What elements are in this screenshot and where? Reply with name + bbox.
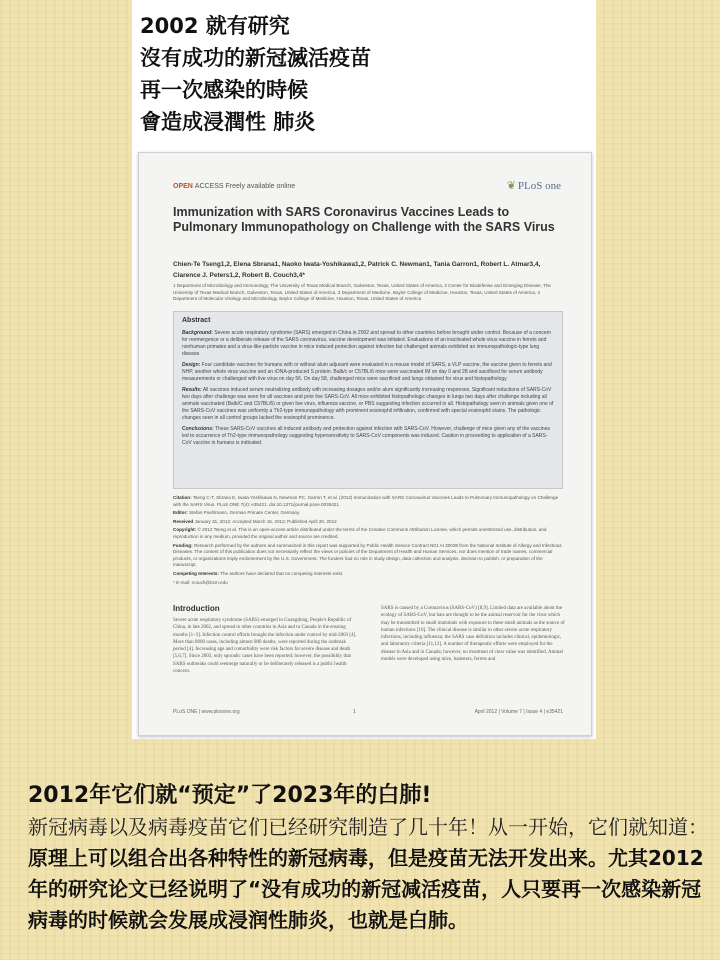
meta-label: Citation:	[173, 495, 192, 500]
footer-right: April 2012 | Volume 7 | Issue 4 | e35421	[474, 709, 563, 715]
open-access-label: OPEN	[173, 183, 193, 190]
paper-image	[138, 152, 592, 736]
meta-item	[173, 519, 563, 526]
meta-label: Copyright:	[173, 527, 197, 533]
abstract-label: Design:	[182, 362, 201, 368]
abstract-label: Conclusions:	[182, 426, 214, 432]
caption-body-normal: 新冠病毒以及病毒疫苗它们已经研究制造了几十年！从一开始，它们就知道：	[28, 815, 708, 839]
meta-label: Funding:	[173, 542, 193, 548]
heading-line: 會造成浸潤性 肺炎	[140, 110, 316, 134]
journal-logo	[507, 179, 561, 192]
meta-text: January 31, 2012; Accepted March 15, 2012; Published April 20, 2012	[194, 518, 337, 524]
paper-affiliations: 1 Department of Microbiology and Immunology, The University of Texas Medical Branch, Galveston, Texas, United States of America, 2 Center for Biodefense and Emerging Disease, The University of Texas Medical Branch, Galveston, Texas, United States of America, 3 Department of Medicine, Baylor College of Medicine, Houston, Texas, United States of America, 4 Department of Molecular Virology and Microbiology, Baylor College of Medicine, Houston, Texas, United States of America	[173, 283, 551, 301]
caption-body-bold: 原理上可以组合出各种特性的新冠病毒，但是疫苗无法开发出来。尤其2012年的研究论文已经说明了“没有成功的新冠减活疫苗，人只要再一次感染新冠病毒的时候就会发展成浸润性肺炎，也就是白肺。	[28, 846, 704, 932]
caption-block	[28, 780, 708, 936]
leaf-icon: ❦	[506, 180, 516, 192]
meta-text: Research performed by the authors and summarized in this report was supported by Public Health Service Contract N01 AI 30039 from the National Institute of Allergy and Infectious Diseases. The content of this publication does not necessarily reflect the views or policies of the Department of Health and Human Services, nor does mention of trade names, commercial products, or organizations imply endorsement by the U.S. Government. The funders had no role in study design, data collection and analysis, decision to publish, or preparation of the manuscript.	[173, 542, 562, 568]
meta-text: Stefan Poehlmann, German Primate Center, Germany	[189, 510, 300, 516]
heading-line: 2002 就有研究	[140, 14, 290, 38]
caption-body	[28, 812, 708, 936]
meta-item	[173, 543, 563, 569]
meta-item	[173, 580, 563, 587]
abstract-paragraph	[182, 330, 554, 358]
abstract-paragraph	[182, 426, 554, 447]
abstract-text: Severe acute respiratory syndrome (SARS) emerged in China in 2002 and spread to other countries before brought under control. Because of a concern for reemergence or a deliberate release of the SARS coronavirus, vaccine development was initiated. Evaluations of an inactivated whole virus vaccine in ferrets and nonhuman primates and a virus-like-particle vaccine in mice induced protection against infection but challenged animals exhibited an immunopathologic-type lung disease.	[182, 330, 552, 357]
meta-label: Editor:	[173, 510, 188, 516]
paper-header	[173, 180, 561, 197]
meta-item	[173, 495, 563, 508]
footer-left: PLoS ONE | www.plosone.org	[173, 709, 240, 715]
meta-item	[173, 571, 563, 578]
heading-line: 沒有成功的新冠滅活疫苗	[140, 46, 371, 70]
heading-block	[140, 10, 590, 138]
paper-authors: Chien-Te Tseng1,2, Elena Sbrana1, Naoko Iwata-Yoshikawa1,2, Patrick C. Newman1, Tania Garron1, Robert L. Atmar3,4, Clarence J. Peters1,2, Robert B. Couch3,4*	[173, 261, 541, 279]
intro-right-column: SARS is caused by a Coronavirus (SARS-CoV) [8,9]. Limited data are available about the ecology of SARS-CoV, but bats are thought to be the animal reservoir for the virus which may be transmitted to small mammals with exposure to these small animals as the source of human infections [10]. The clinical disease is similar to other severe acute respiratory infections, including influenza; the SARS case definition includes clinical, epidemiologic, and laboratory criteria [11,12]. A number of therapeutic efforts were employed for the disease in Asia and in Canada; however, no treatment of clear value was identified. Animal models were developed using mice, hamsters, ferrets and	[381, 606, 565, 663]
heading-line: 再一次感染的時候	[140, 78, 308, 102]
meta-label: Received	[173, 518, 194, 524]
caption-title: 2012年它们就“预定”了2023年的白肺!	[28, 783, 432, 808]
abstract-paragraph	[182, 362, 554, 383]
meta-item	[173, 527, 563, 540]
meta-text: The authors have declared that no competing interests exist.	[220, 570, 344, 576]
abstract-label: Results:	[182, 387, 202, 393]
abstract-title: Abstract	[182, 317, 211, 324]
meta-text: © 2012 Tseng et al. This is an open-access article distributed under the terms of the Creative Commons Attribution License, which permits unrestricted use, distribution, and reproduction in any medium, provided the original author and source are credited.	[173, 527, 547, 539]
intro-title: Introduction	[173, 604, 220, 613]
abstract-box	[173, 311, 563, 489]
abstract-label: Background:	[182, 330, 213, 336]
footer-page: 1	[353, 709, 356, 715]
abstract-paragraph	[182, 387, 554, 422]
abstract-text: These SARS-CoV vaccines all induced antibody and protection against infection with SARS-CoV. However, challenge of mice given any of the vaccines led to occurrence of Th2-type immunopathology suggesting hypersensitivity to SARS-CoV components was induced. Caution in proceeding to application of a SARS-CoV vaccine in humans is indicated.	[182, 426, 550, 446]
intro-left-column: Severe acute respiratory syndrome (SARS) emerged in Guangdong, People's Republic of China, in late 2002, and spread to other countries in Asia and to Canada in the ensuing months [1–3]. Infection control efforts brought the infection under control by mid-2003 [4]. More than 8000 cases, including almost 800 deaths, were reported during the outbreak period [4]. Increasing age and comorbidity were risk factors for severe disease and death [5,6,7]. Since 2003, only sporadic cases have been reported; however, the possibility that SARS outbreaks could reemerge naturally or be deliberately released is a public health concern.	[173, 618, 357, 675]
open-access-suffix: ACCESS Freely available online	[194, 183, 296, 190]
white-panel	[132, 0, 596, 739]
open-access-badge	[173, 183, 295, 190]
meta-text: * E-mail: rcouch@bcm.edu	[173, 579, 228, 585]
paper-title: Immunization with SARS Coronavirus Vaccines Leads to Pulmonary Immunopathology on Challenge with the SARS Virus	[173, 205, 555, 234]
journal-logo-text: PLoS one	[517, 180, 561, 192]
abstract-text: All vaccines induced serum neutralizing antibody with increasing dosages and/or alum significantly increasing responses. Significant reductions of SARS-CoV two days after challenge was seen for all vaccines and prior live SARS-CoV. All mice exhibited histopathologic changes in lungs two days after challenge including all animals vaccinated (Balb/C and C57BL/6) or given live virus, influenza vaccine, or PBS suggesting infection occurred in all. Histopathology seen in animals given one of the SARS-CoV vaccines was uniformly a Th2-type immunopathology with prominent eosinophil infiltration, confirmed with special eosinophil stains. The pathologic changes seen in all control groups lacked the eosinophil prominence.	[182, 387, 554, 421]
meta-text: Tseng C-T, Sbrana E, Iwata-Yoshikawa N, Newman PC, Garron T, et al. (2012) Immunization with SARS Coronavirus Vaccines Leads to Pulmonary Immunopathology on Challenge with the SARS Virus. PLoS ONE 7(4): e35421. doi:10.1371/journal.pone.0035421	[173, 495, 559, 507]
abstract-text: Four candidate vaccines for humans with or without alum adjuvant were evaluated in a mouse model of SARS, a VLP vaccine, the vaccine given to ferrets and NHP, another whole virus vaccine and an rDNA-produced S protein. Balb/c or C57BL/6 mice were vaccinated IM on day 0 and 28 and sacrificed for serum antibody measurements or challenged with live virus on day 56. On day 58, challenged mice were sacrificed and lungs obtained for virus and histopathology.	[182, 362, 552, 382]
paper-metadata	[173, 495, 563, 588]
meta-label: Competing Interests:	[173, 570, 219, 576]
meta-item	[173, 510, 563, 517]
